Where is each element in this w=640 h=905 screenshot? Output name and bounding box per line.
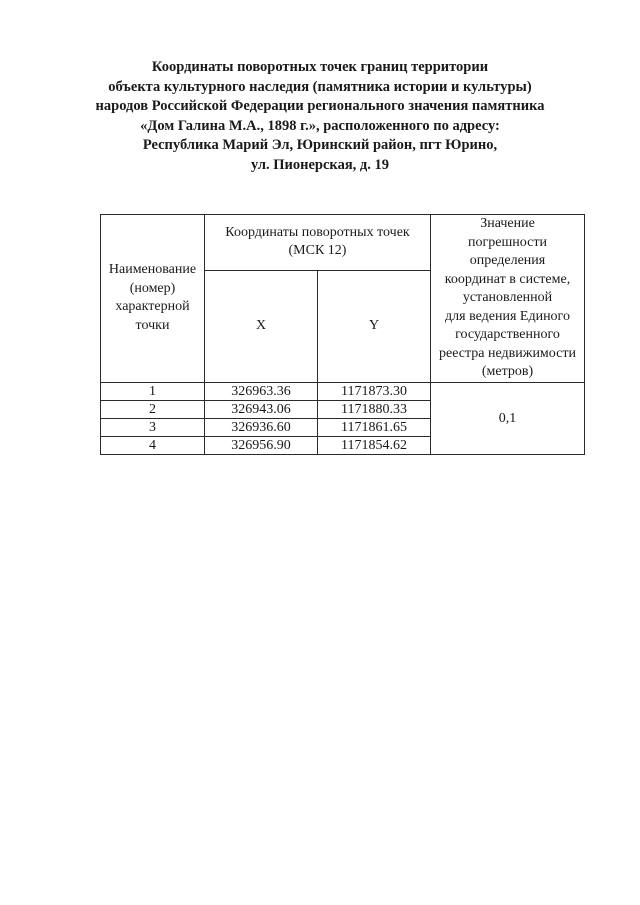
x-coordinate: 326943.06	[205, 400, 318, 418]
x-coordinate: 326963.36	[205, 382, 318, 400]
header-accuracy	[431, 215, 585, 383]
header-text: точки	[135, 317, 170, 333]
header-text: Наименование	[108, 262, 197, 278]
header-text: координат в системе,	[444, 271, 571, 287]
header-point-name	[101, 215, 205, 383]
title-line: объекта культурного наследия (памятника истории и культуры)	[108, 78, 532, 95]
header-text: государственного	[455, 327, 560, 342]
coordinates-table	[100, 214, 585, 455]
header-text: установленной	[462, 290, 553, 305]
x-coordinate: 326936.60	[205, 418, 318, 436]
y-coordinate: 1171861.65	[318, 418, 431, 436]
x-coordinate: 326956.90	[205, 436, 318, 454]
point-number: 3	[101, 418, 205, 436]
header-text: погрешности	[468, 234, 547, 250]
document-title	[60, 58, 580, 175]
title-line: ул. Пионерская, д. 19	[250, 156, 389, 173]
title-line: «Дом Галина М.А., 1898 г.», расположенного по адресу:	[140, 117, 500, 134]
header-text: (метров)	[481, 364, 534, 379]
header-y: Y	[318, 270, 431, 382]
header-coordinates	[205, 215, 431, 271]
title-line: Республика Марий Эл, Юринский район, пгт Юрино,	[142, 137, 498, 153]
header-x: X	[205, 270, 318, 382]
title-line: народов Российской Федерации регионального значения памятника	[95, 98, 545, 114]
accuracy-value: 0,1	[431, 382, 585, 454]
y-coordinate: 1171873.30	[318, 382, 431, 400]
header-text: (МСК 12)	[288, 243, 347, 259]
table-row	[101, 382, 585, 400]
header-text: характерной	[115, 299, 190, 315]
y-coordinate: 1171880.33	[318, 400, 431, 418]
point-number: 2	[101, 400, 205, 418]
point-number: 1	[101, 382, 205, 400]
header-text: реестра недвижимости	[439, 345, 576, 361]
header-text: Координаты поворотных точек	[225, 224, 410, 240]
title-line: Координаты поворотных точек границ территории	[151, 59, 489, 75]
header-text: для ведения Единого	[445, 308, 570, 324]
point-number: 4	[101, 436, 205, 454]
header-text: определения	[469, 253, 546, 268]
header-text: (номер)	[129, 280, 176, 296]
header-text: Значение	[480, 216, 535, 231]
table-header-row	[101, 215, 585, 271]
y-coordinate: 1171854.62	[318, 436, 431, 454]
